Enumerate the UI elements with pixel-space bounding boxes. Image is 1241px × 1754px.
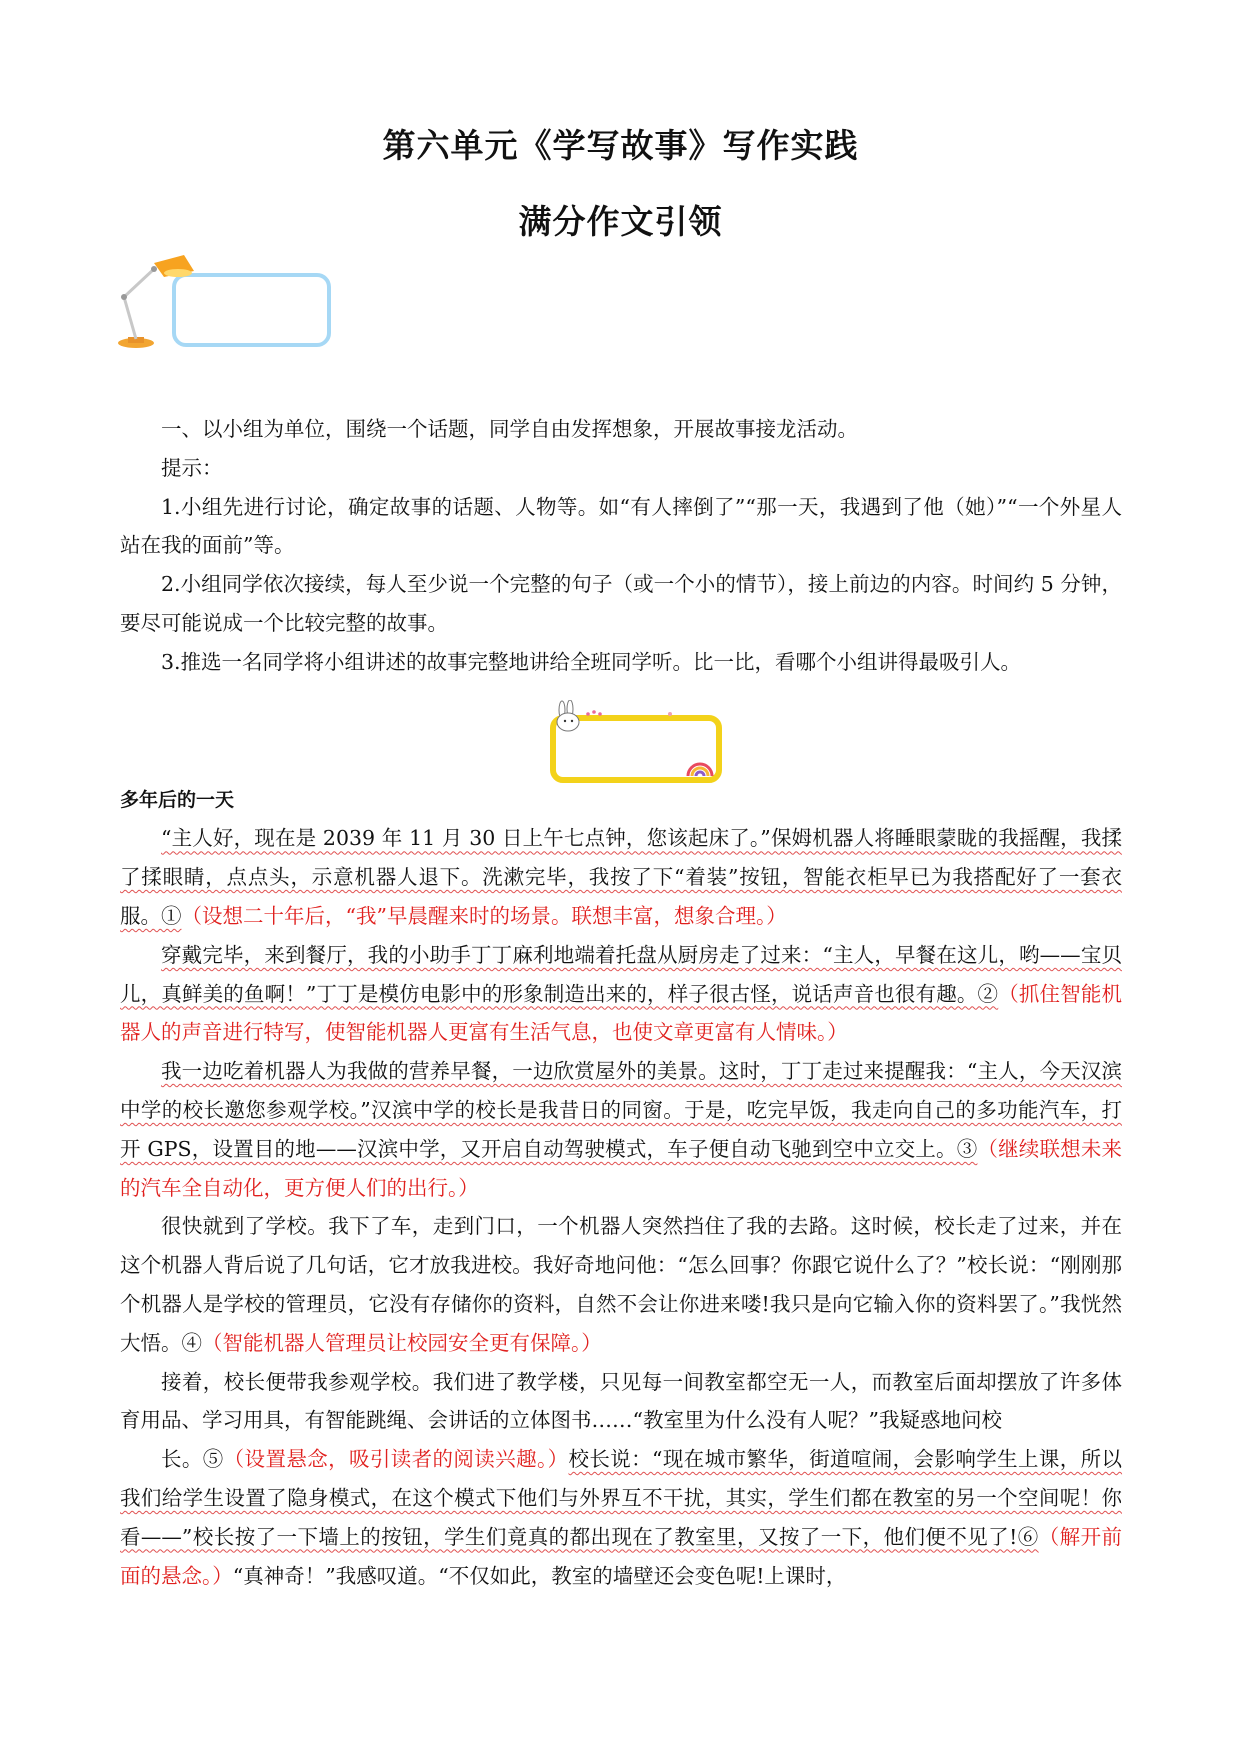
paragraph-text: “主人好，现在是 2039 年 11 月 30 日上午七点钟，您该起床了。”保姆机器人将睡眼蒙眬的我摇醒，我揉了揉眼睛，点点头，示意机器人退下。洗漱完毕，我按了下“着装”按钮，智能衣柜早已为我搭配好了一套衣服。① [120,826,1122,928]
essay-title: 多年后的一天 [120,788,235,811]
essay-paragraph [120,1363,1122,1441]
essay-paragraph [120,1440,1122,1595]
document-body [120,410,1122,1595]
prompt-intro: 一、以小组为单位，围绕一个话题，同学自由发挥想象，开展故事接龙活动。 [161,417,858,441]
paragraph-text: 接着，校长便带我参观学校。我们进了教学楼，只见每一间教室都空无一人，而教室后面却摆放了许多体育用品、学习用具，有智能跳绳、会讲话的立体图书……“教室里为什么没有人呢？”我疑惑地问校 [120,1369,1122,1433]
annotation: （智能机器人管理员让校园安全更有保障。） [202,1330,602,1355]
hint-item: 2.小组同学依次接续，每人至少说一个完整的句子（或一个小的情节），接上前边的内容。时间约 5 分钟，要尽可能说成一个比较完整的故事。 [120,572,1122,635]
hint-item: 3.推选一名同学将小组讲述的故事完整地讲给全班同学听。比一比，看哪个小组讲得最吸引人。 [161,649,1022,674]
paragraph-text: 我一边吃着机器人为我做的营养早餐，一边欣赏屋外的美景。这时，丁丁走过来提醒我：“主人，今天汉滨中学的校长邀您参观学校。”汉滨中学的校长是我昔日的同窗。于是，吃完早饭，我走向自己的多功能汽车，打开 GPS，设置目的地——汉滨中学，又开启自动驾驶模式，车子便自动飞驰到空中立交上。③ [120,1059,1122,1161]
paragraph-lead: 长。⑤ [161,1447,224,1472]
essay-paragraph [120,1207,1122,1362]
annotation: （继续联想未来的汽车全自动化，更方便人们的出行。） [120,1136,1122,1200]
annotation: （解开前面的悬念。） [120,1524,1123,1588]
page-title: 第六单元《学写故事》写作实践 [382,126,859,165]
annotation: （抓住智能机器人的声音进行特写，使智能机器人更富有生活气息，也使文章更富有人情味。） [120,981,1123,1045]
hint-label: 提示： [161,455,223,480]
essay-paragraph [120,1052,1122,1207]
annotation: （设想二十年后，“我”早晨醒来时的场景。联想丰富，想象合理。） [181,903,787,928]
paragraph-text: 很快就到了学校。我下了车，走到门口，一个机器人突然挡住了我的去路。这时候，校长走了过来，并在这个机器人背后说了几句话，它才放我进校。我好奇地问他：“怎么回事？你跟它说什么了？”校长说：“刚刚那个机器人是学校的管理员，它没有存储你的资料，自然不会让你进来喽!我只是向它输入你的资料罢了。”我恍然大悟。④ [120,1214,1122,1355]
essay-paragraph [120,819,1122,935]
paragraph-text: 穿戴完毕，来到餐厅，我的小助手丁丁麻利地端着托盘从厨房走了过来：“主人，早餐在这儿，哟——宝贝儿，真鲜美的鱼啊！”丁丁是模仿电影中的形象制造出来的，样子很古怪，说话声音也很有趣。② [120,942,1122,1006]
desk-lamp-icon [118,255,378,355]
essay-paragraph [120,936,1122,1052]
annotation: （设置悬念，吸引读者的阅读兴趣。） [223,1447,569,1472]
page-subtitle: 满分作文引领 [518,202,723,241]
paragraph-tail: “真神奇！”我感叹道。“不仅如此，教室的墙壁还会变色呢!上课时， [232,1563,847,1588]
paragraph-text: 校长说：“现在城市繁华，街道喧闹，会影响学生上课，所以我们给学生设置了隐身模式，在这个模式下他们与外界互不干扰，其实，学生们都在教室的另一个空间呢！你看——”校长按了一下墙上的按钮，学生们竟真的都出现在了教室里，又按了一下，他们便不见了!⑥ [120,1447,1123,1549]
hint-item: 1.小组先进行讨论，确定故事的话题、人物等。如“有人摔倒了”“那一天，我遇到了他（她）”“一个外星人站在我的面前”等。 [120,494,1122,558]
